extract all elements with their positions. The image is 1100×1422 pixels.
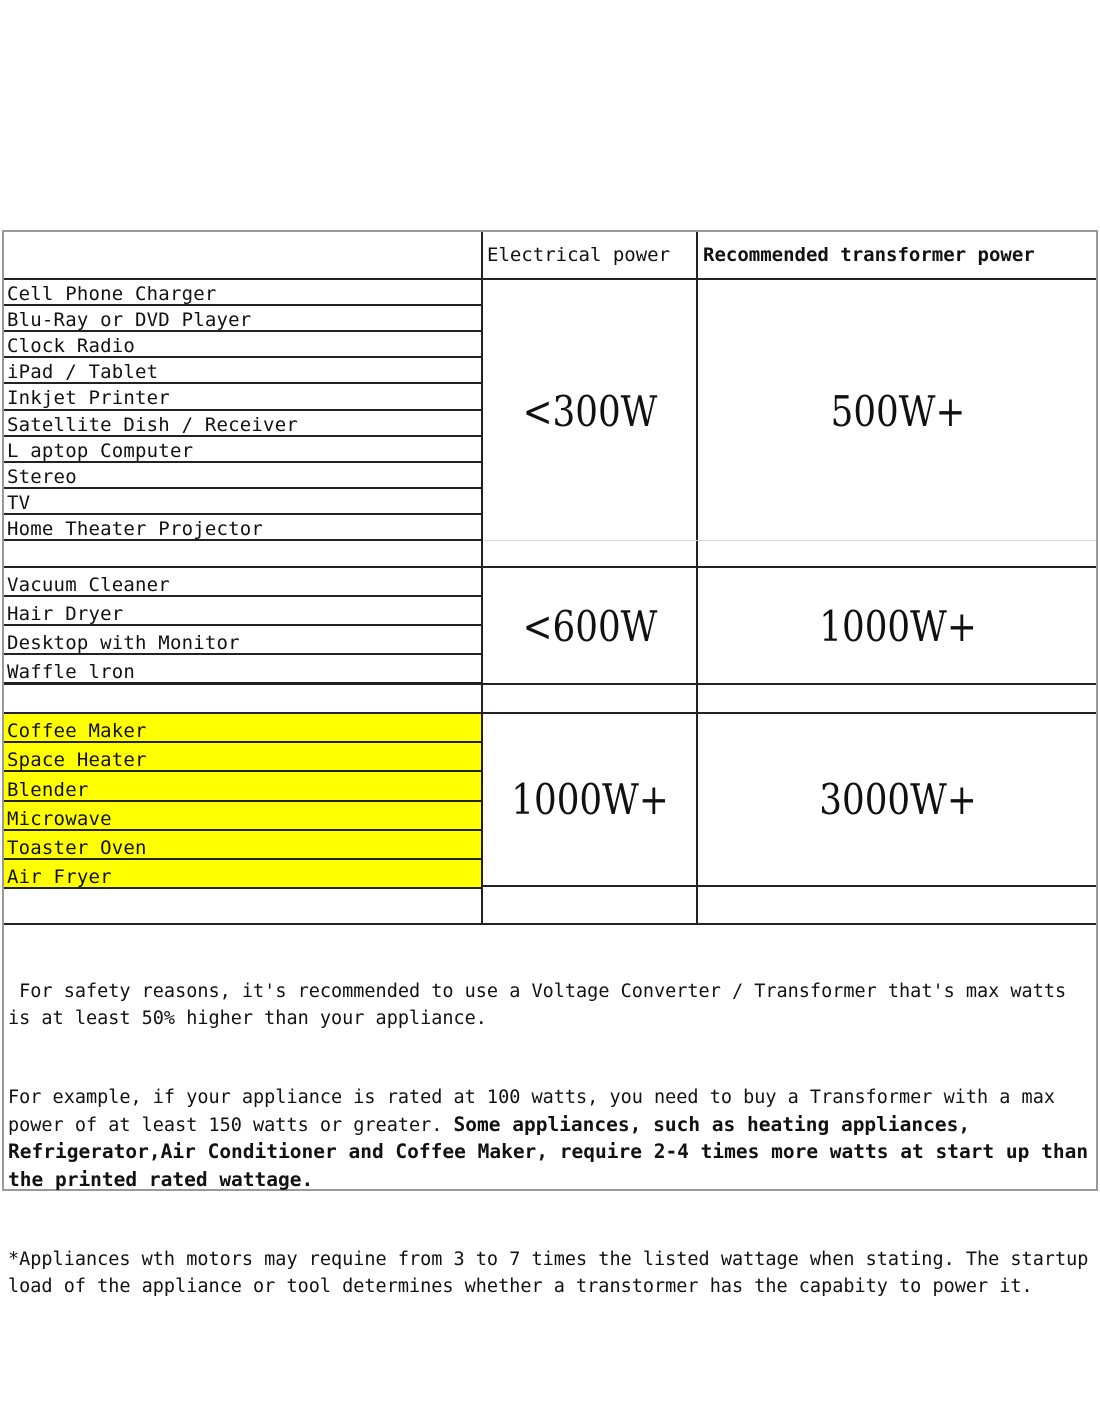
appliance-item: Hair Dryer	[7, 603, 124, 624]
header-blank-cell	[4, 232, 482, 279]
appliance-item: iPad / Tablet	[7, 361, 159, 383]
column-divider	[481, 232, 483, 925]
appliance-item: Blu-Ray or DVD Player	[7, 309, 252, 331]
item-divider	[4, 887, 482, 889]
note-startup-warning: Some appliances, such as heating appliances, Refrigerator,Air Conditioner and Coffee Maker, require 2-4 times more watts at start up than the printed rated wattage.	[8, 1112, 1100, 1191]
electrical-power-value: 1000W+	[511, 775, 669, 824]
header-electrical-power: Electrical power	[487, 244, 671, 266]
appliance-item: Cell Phone Charger	[7, 283, 217, 305]
appliance-item: Satellite Dish / Receiver	[7, 413, 298, 435]
appliance-item: Toaster Oven	[4, 831, 481, 858]
appliance-item: Waffle lron	[7, 661, 136, 682]
appliance-item: L aptop Computer	[7, 439, 194, 461]
column-divider	[696, 232, 698, 925]
appliance-item: Air Fryer	[4, 860, 481, 887]
transformer-power-value: 500W+	[830, 387, 966, 436]
appliance-item: Clock Radio	[7, 335, 136, 357]
safety-notes	[8, 926, 1098, 1353]
appliance-item: TV	[7, 491, 31, 513]
appliance-item: Desktop with Monitor	[7, 632, 240, 653]
electrical-power-value: <600W	[522, 602, 658, 651]
appliance-item: Blender	[4, 772, 481, 799]
appliance-item: Coffee Maker	[4, 714, 481, 741]
row-divider-faint	[483, 540, 1096, 541]
electrical-power-value: <300W	[522, 387, 658, 436]
row-divider	[4, 923, 1096, 925]
appliance-item: Space Heater	[4, 743, 481, 770]
item-divider	[4, 539, 482, 541]
appliance-item: Microwave	[4, 802, 481, 829]
note-example	[8, 1085, 1098, 1194]
appliance-item: Inkjet Printer	[7, 387, 170, 409]
row-divider	[483, 885, 1096, 887]
note-safety-margin: For safety reasons, it's recommended to use a Voltage Converter / Transformer that's max watts is at least 50% higher than your appliance.	[8, 981, 1078, 1029]
appliance-item: Stereo	[7, 465, 77, 487]
power-chart-table	[2, 230, 1100, 1297]
appliance-item: Home Theater Projector	[7, 517, 264, 539]
appliance-item: Vacuum Cleaner	[7, 574, 170, 595]
note-motor-appliances: *Appliances wth motors may requine from 3 to 7 times the listed wattage when stating. The startup load of the appliance or tool determines whether a transtormer has the capabity to power it.	[8, 1249, 1100, 1297]
item-divider	[4, 682, 482, 684]
header-recommended-transformer-power: Recommended transformer power	[703, 244, 1035, 266]
transformer-power-value: 3000W+	[819, 775, 977, 824]
note-example-plain: For example, if your appliance is rated at 100 watts, you need to buy a Transformer with a max power of at least 150 watts or greater.	[8, 1087, 1067, 1136]
transformer-power-value: 1000W+	[819, 602, 977, 651]
